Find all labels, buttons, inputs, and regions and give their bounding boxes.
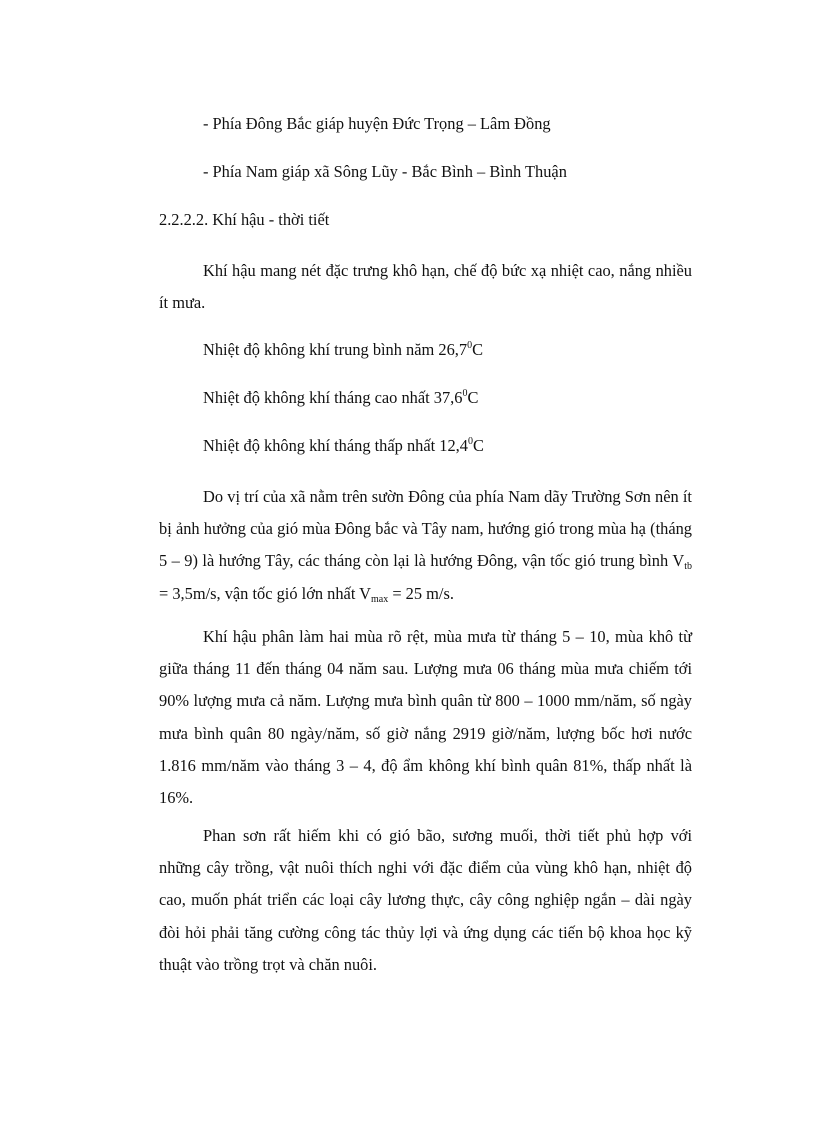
wind-text-part2: = 3,5m/s, vận tốc gió lớn nhất V bbox=[159, 583, 372, 603]
bullet-south-border: - Phía Nam giáp xã Sông Lũy - Bắc Bình – Bình Thuận bbox=[203, 162, 567, 181]
temperature-min-label: Nhiệt độ không khí tháng thấp nhất 12,4 bbox=[203, 436, 468, 455]
temperature-max bbox=[203, 388, 478, 408]
temperature-max-degree: 0 bbox=[462, 388, 468, 399]
wind-paragraph bbox=[159, 481, 692, 610]
temperature-average-label: Nhiệt độ không khí trung bình năm 26,7 bbox=[203, 340, 468, 359]
climate-intro-paragraph: Khí hậu mang nét đặc trưng khô hạn, chế độ bức xạ nhiệt cao, nắng nhiều ít mưa. bbox=[159, 261, 692, 313]
temperature-max-label: Nhiệt độ không khí tháng cao nhất 37,6 bbox=[203, 388, 463, 407]
temperature-average bbox=[203, 340, 483, 360]
wind-text-part1: Do vị trí của xã nằm trên sườn Đông của phía Nam dãy Trường Sơn nên ít bị ảnh hưởng của gió mùa Đông bắc và Tây nam, hướng gió trong mùa hạ (tháng 5 – 9) là hướng Tây, các tháng còn lại là hướng Đông, vận tốc gió trung bình V bbox=[159, 487, 692, 571]
temperature-min bbox=[203, 436, 484, 456]
temperature-min-unit: C bbox=[472, 436, 484, 455]
conclusion-paragraph: Phan sơn rất hiếm khi có gió bão, sương muối, thời tiết phủ hợp với những cây trồng, vật nuôi thích nghi với đặc điểm của vùng khô hạn, nhiệt độ cao, muốn phát triển các loại cây lương thực, cây công nghiệp ngắn – dài ngày đòi hỏi phải tăng cường công tác thủy lợi và ứng dụng các tiến bộ khoa học kỹ thuật vào trồng trọt và chăn nuôi. bbox=[159, 826, 692, 974]
temperature-average-degree: 0 bbox=[467, 340, 473, 351]
section-heading: 2.2.2.2. Khí hậu - thời tiết bbox=[159, 210, 330, 229]
temperature-average-unit: C bbox=[472, 340, 483, 359]
seasons-paragraph: Khí hậu phân làm hai mùa rõ rệt, mùa mưa từ tháng 5 – 10, mùa khô từ giữa tháng 11 đến tháng 04 năm sau. Lượng mưa 06 tháng mùa mưa chiếm tới 90% lượng mưa cả năm. Lượng mưa bình quân từ 800 – 1000 mm/năm, số ngày mưa bình quân 80 ngày/năm, số giờ nắng 2919 giờ/năm, lượng bốc hơi nước 1.816 mm/năm vào tháng 3 – 4, độ ẩm không khí bình quân 81%, thấp nhất là 16%. bbox=[159, 627, 692, 808]
temperature-min-degree: 0 bbox=[467, 436, 473, 447]
wind-text-part3: = 25 m/s. bbox=[388, 583, 454, 603]
wind-max-subscript: max bbox=[371, 593, 389, 605]
bullet-northeast-border: - Phía Đông Bắc giáp huyện Đức Trọng – Lâm Đồng bbox=[203, 114, 551, 133]
wind-avg-subscript: tb bbox=[684, 561, 692, 573]
temperature-max-unit: C bbox=[467, 388, 479, 407]
